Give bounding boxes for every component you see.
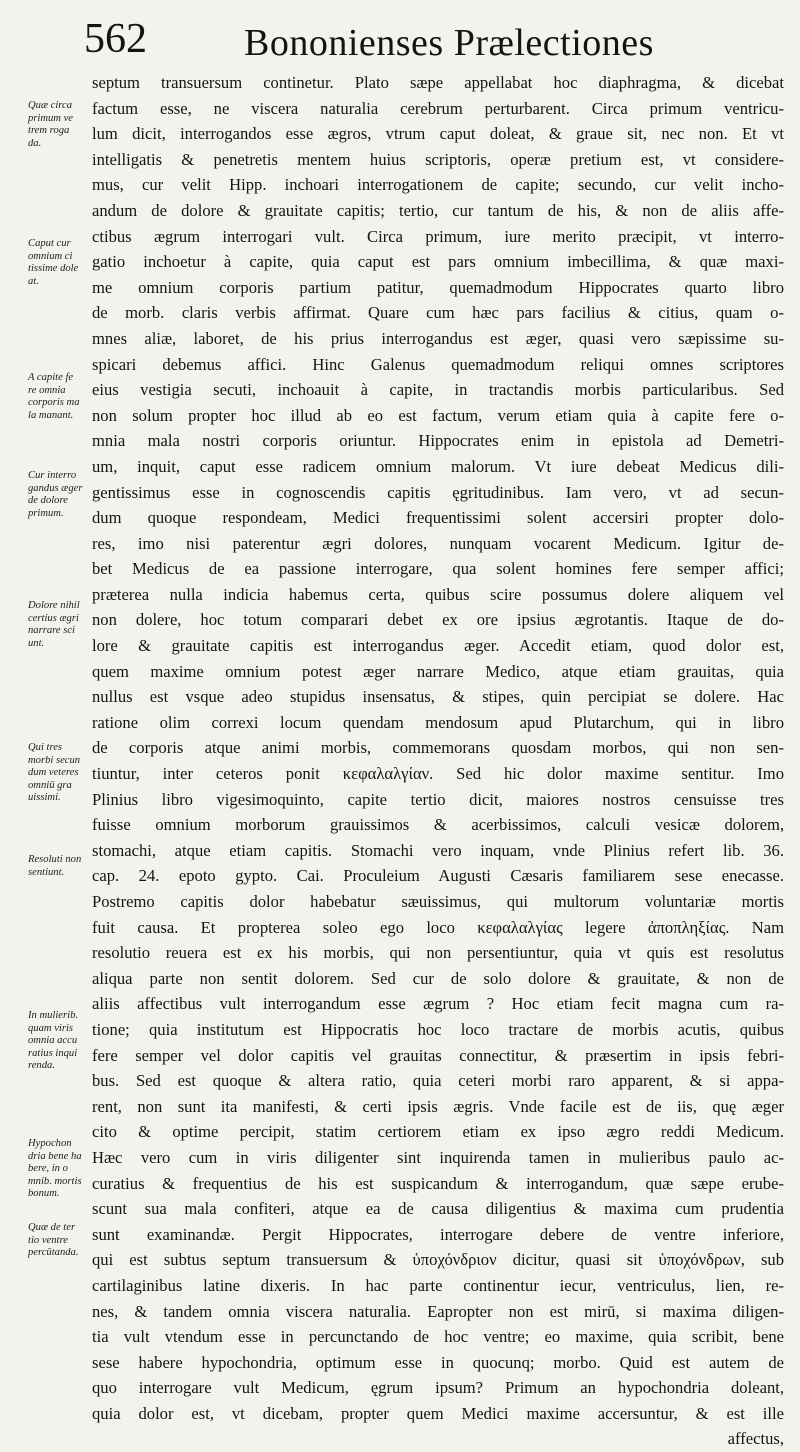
text-line: quem maxime omnium potest æger narrare Medico, atque etiam grauitas, quia (92, 661, 784, 681)
margin-note-line: bonum. (28, 1188, 60, 1200)
margin-note-line: quam viris (28, 1022, 74, 1034)
margin-note (28, 238, 98, 288)
text-line: fuisse omnium morborum grauissimos & acerbissimos, calculi vesicæ dolorem, (92, 815, 784, 835)
text-line: de corporis atque animi morbis, commemorans quosdam morbos, qui non sen- (92, 738, 784, 758)
page-header (0, 0, 800, 70)
margin-note-line: uissimi. (28, 792, 61, 804)
text-line: gatio inchoetur à capite, quia caput est pars omnium imbecillima, & quæ maxi- (92, 252, 784, 272)
page-number: 562 (84, 16, 147, 62)
text-line: tia vult vtendum esse in percunctando de hoc ventre; eo maxime, quia scribit, bene (92, 1327, 784, 1347)
margin-note (28, 1222, 98, 1260)
margin-note-line: primum ve (28, 112, 74, 124)
main-text-block (92, 70, 784, 1452)
text-line: aliqua parte non sentit dolorem. Sed cur de solo dolore & grauitate, & non de (92, 968, 784, 988)
margin-note-line: trem roga (28, 125, 70, 137)
text-line: bet Medicus de ea passione interrogare, qua solent homines fere semper affici; (92, 559, 784, 579)
text-line: stomachi, atque etiam capitis. Stomachi vero inquam, vnde Plinius refert lib. 36. (92, 840, 784, 860)
margin-note-line: omnium ci (28, 250, 73, 262)
text-line: factum esse, ne viscera naturalia cerebrum perturbarent. Circa primum ventricu- (92, 98, 784, 118)
margin-note-line: Resoluti non (28, 854, 82, 865)
text-line: res, imo nisi paterentur ægri dolores, nunquam vocarent Medicum. Igitur de- (92, 533, 784, 553)
margin-note-line: dum veteres (28, 767, 79, 779)
margin-note-line: Cur interro (28, 470, 77, 481)
text-line: mnia mala nostri corporis oriuntur. Hippocrates enim in epistola ad Demetri- (92, 431, 784, 451)
running-title: Bononienses Prælectiones (244, 22, 654, 64)
text-line: Hæc vero cum in viris diligenter sint inquirenda tamen in mulieribus paulo ac- (92, 1147, 784, 1167)
margin-note-line: Hypochon (28, 1138, 72, 1149)
text-line: septum transuersum continetur. Plato sæpe appellabat hoc diaphragma, & dicebat (92, 73, 784, 92)
margin-note (28, 1010, 98, 1073)
margin-note (28, 470, 98, 520)
text-line: intelligatis & penetretis mentem huius scriptoris, operæ pretium est, vt considere- (92, 149, 784, 169)
text-line: sese habere hypochondria, optimum esse in quocunq; morbo. Quid est autem de (92, 1352, 784, 1372)
text-line: cartilaginibus latine dixeris. In hac parte continentur iecur, ventriculus, lien, re- (92, 1275, 784, 1295)
margin-note-line: omnia accu (28, 1035, 78, 1047)
margin-note-line: ratius inqui (28, 1047, 78, 1059)
text-line: ratione olim correxi locum quendam mendosum apud Plutarchum, qui in libro (92, 712, 784, 732)
text-line: scunt sua mala confiteri, atque ea de causa diligentius & maxima cum prudentia (92, 1199, 784, 1219)
margin-note (28, 854, 98, 879)
margin-note-line: Caput cur (28, 238, 71, 249)
margin-note-line: de dolore (28, 495, 68, 507)
margin-note (28, 100, 98, 150)
text-line: tione; quia institutum est Hippocratis hoc loco tractare de morbis acutis, quibus (92, 1019, 784, 1039)
margin-note-line: morbi secun (28, 754, 81, 766)
margin-note-line: narrare sci (28, 625, 75, 637)
text-line: fuit causa. Et propterea soleo ego loco κεφαλαλγίας legere ἀπoπληξίας. Nam (92, 917, 784, 937)
text-line: lore & grauitate capitis est interrogandus æger. Accedit etiam, quod dolor est, (92, 636, 784, 656)
catchword: affectus, (727, 1429, 784, 1449)
text-line: aliis affectibus vult interrogandum esse ægrum ? Hoc etiam fecit magna cum ra- (92, 994, 784, 1014)
text-line: de morb. claris verbis affirmat. Quare cum hæc pars facilius & citius, quam o- (92, 303, 784, 323)
margin-note-line: Qui tres (28, 742, 63, 753)
text-line: quia dolor est, vt dicebam, propter quem Medici maxime accersuntur, & est ille (92, 1403, 784, 1423)
margin-note-line: omniū gra (28, 779, 72, 791)
margin-note (28, 1138, 98, 1201)
text-line: me omnium corporis partium patitur, quemadmodum Hippocrates quarto libro (92, 277, 784, 297)
text-line: Plinius libro vigesimoquinto, capite tertio dicit, maiores nostros censuisse tres (92, 789, 784, 809)
text-line: non solum propter hoc illud ab eo est factum, verum etiam quia à capite fere o- (92, 405, 784, 425)
text-line: spicari debemus affici. Hinc Galenus quemadmodum reliqui omnes scriptores (92, 354, 784, 374)
margin-note-line: Quæ circa (28, 100, 73, 111)
text-line: lum dicit, interrogandos esse ægros, vtrum caput doleat, & graue sit, nec non. Et vt (92, 124, 784, 144)
margin-note-line: gandus æger (28, 482, 83, 494)
margin-note-line: at. (28, 275, 39, 287)
margin-note-line: percūtanda. (28, 1247, 79, 1259)
text-line: resolutio reuera est ex his morbis, qui non persentiuntur, quia vt quis est resolutus (92, 943, 784, 963)
margin-note-line: primum. (28, 507, 64, 519)
text-line: cito & optime percipit, statim certiorem etiam ex ipso ægro reddi Medicum. (92, 1122, 784, 1142)
margin-note-line: tio ventre (28, 1234, 68, 1246)
margin-note-line: da. (28, 137, 42, 149)
text-line: quo interrogare vult Medicum, ęgrum ipsum? Primum an hypochondria doleant, (92, 1378, 784, 1398)
text-line: nullus est vsque adeo stupidus insensatus, & stipes, quin percipiat se dolere. Hac (92, 687, 784, 707)
text-line: andum de dolore & grauitate capitis; tertio, cur tantum de his, & non de aliis affe- (92, 200, 784, 220)
margin-note-line: corporis ma (28, 397, 80, 409)
text-line: non dolere, hoc totum comparari debet ex ore ipsius ægrotantis. Itaque de do- (92, 610, 784, 630)
text-line: Postremo capitis dolor habebatur sæuissimus, qui multorum voluntariæ mortis (92, 892, 784, 911)
text-line: fere semper vel dolor capitis vel grauitas connectitur, & præsertim in ipsis febri- (92, 1045, 784, 1065)
margin-note-line: tissime dole (28, 263, 79, 275)
margin-note-line: Quæ de ter (28, 1222, 76, 1233)
text-line: qui est subtus septum transuersum & ὑποχόνδριον dicitur, quasi sit ὑποχόνδρων, sub (92, 1250, 784, 1270)
margin-note-line: Dolore nihil (28, 600, 80, 611)
text-line: bus. Sed est quoque & altera ratio, quia ceteri morbi raro apparent, & si appa- (92, 1071, 784, 1091)
text-line: dum quoque respondeam, Medici frequentissimi solent accersiri propter dolo- (92, 508, 784, 528)
text-line: mnes aliæ, laboret, de his prius interrogandus est æger, quasi vero sæpissime su- (92, 328, 784, 348)
text-line: gentissimus esse in cognoscendis capitis ęgritudinibus. Iam vero, vt ad secun- (92, 482, 784, 502)
margin-note-line: unt. (28, 637, 45, 649)
margin-note-line: dria bene ha (28, 1150, 82, 1162)
text-line: rent, non sunt ita manifesti, & certi ipsis ægris. Vnde facile est de iis, quę æger (92, 1096, 784, 1116)
text-line: mus, cur velit Hipp. inchoari interrogationem de capite; secundo, cur velit incho- (92, 175, 784, 195)
text-line: tiuntur, inter ceteros ponit κεφαλαλγίαν. Sed hic dolor maxime sentitur. Imo (92, 764, 784, 784)
margin-note (28, 742, 98, 805)
margin-note-line: renda. (28, 1060, 55, 1072)
margin-note (28, 600, 98, 650)
text-line: curatius & frequentius de his est suspicandum & interrogandum, quæ sæpe erube- (92, 1173, 784, 1193)
text-line: um, inquit, caput esse radicem omnium malorum. Vt iure debeat Medicus dili- (92, 456, 784, 476)
margin-note-line: certius ægri (28, 612, 79, 624)
text-line: nes, & tandem omnia viscera naturalia. Eapropter non est mirū, si maxima diligen- (92, 1301, 784, 1321)
text-line: ctibus ægrum interrogari vult. Circa primum, iure merito præcipit, vt interro- (92, 226, 784, 246)
text-line: præterea nulla indicia habemus certa, quibus scire possumus dolere aliquem vel (92, 584, 784, 604)
text-line: sunt examinandæ. Pergit Hippocrates, interrogare debere de ventre inferiore, (92, 1224, 784, 1244)
margin-note-line: mnib. mortis (28, 1175, 82, 1187)
margin-note-line: re omnia (28, 384, 66, 396)
margin-note-line: la manant. (28, 409, 74, 421)
margin-note-line: In mulierib. (28, 1010, 79, 1021)
margin-note (28, 372, 98, 422)
text-line: cap. 24. epoto gypto. Cai. Proculeium Augusti Cæsaris familiarem sese enecasse. (92, 866, 784, 886)
margin-note-line: sentiunt. (28, 866, 65, 878)
text-line: eius vestigia secuti, inchoauit à capite, in tractandis morbis particularibus. Sed (92, 380, 784, 400)
margin-note-line: bere, in o (28, 1163, 68, 1175)
margin-note-line: A capite fe (28, 372, 74, 383)
